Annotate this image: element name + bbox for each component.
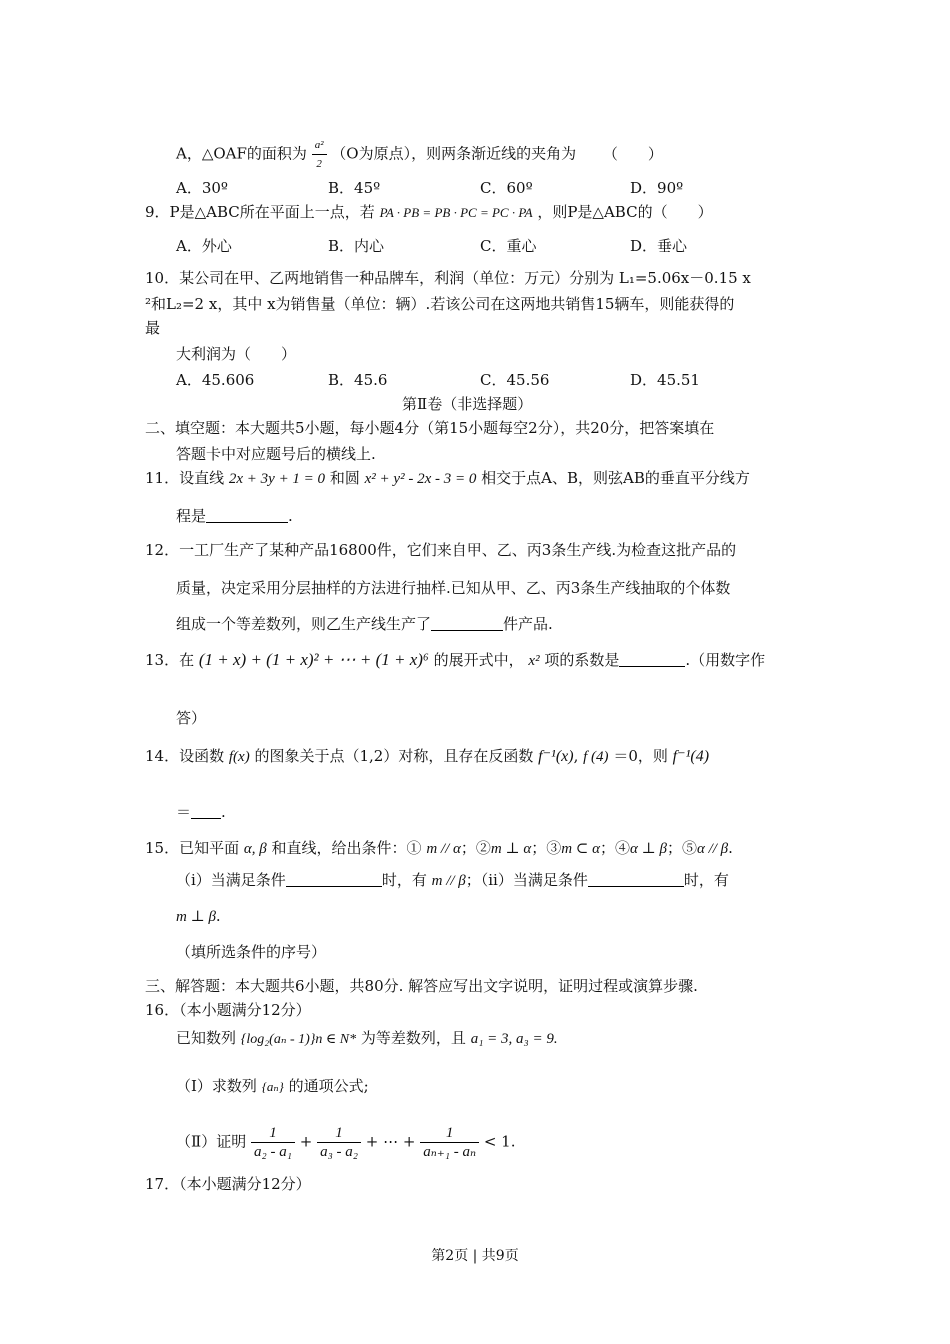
q15-condition-5: α // β <box>696 841 729 857</box>
q9-option-d: D．垂心 <box>630 237 688 255</box>
q15-part1a: （i）当满足条件 <box>176 871 286 889</box>
q15-line2 <box>176 870 729 891</box>
q15-relation-1: m // β <box>431 873 466 889</box>
q16-part1a: （Ⅰ）求数列 <box>176 1077 257 1095</box>
q16-f1-num: 1 <box>251 1124 295 1143</box>
q13-stem <box>145 650 765 671</box>
q8-stem <box>176 136 663 173</box>
section2-title: 第Ⅱ卷（非选择题） <box>402 395 533 413</box>
q13-expression: (1 + x) + (1 + x)² + ⋯ + (1 + x)⁶ <box>198 650 429 669</box>
q15-stem-b: 和直线，给出条件：① <box>271 839 422 857</box>
q16-f1-den: a₂ - a₁ <box>253 1144 292 1160</box>
q12-line2: 质量，决定采用分层抽样的方法进行抽样.已知从甲、乙、丙3条生产线抽取的个体数 <box>176 579 731 597</box>
q16-f2-num: 1 <box>317 1124 361 1143</box>
q13-term: x² <box>528 653 540 669</box>
q10-line4: 大利润为（ ） <box>176 345 297 363</box>
q14-finv: f⁻¹(x) <box>538 748 574 765</box>
q9-stem-a: 9．P是△ABC所在平面上一点，若 <box>145 203 375 221</box>
q12-answer-blank[interactable] <box>431 616 503 631</box>
q14-stem <box>145 746 709 767</box>
q13-answer-blank[interactable] <box>619 652 685 667</box>
q10-option-a: A．45.606 <box>176 371 255 389</box>
q15-answer-blank-2[interactable] <box>588 872 684 887</box>
q14-stem-d: ＝0，则 <box>613 747 668 765</box>
q15-stem: 15．已知平面 α, β 和直线，给出条件：① m // α；②m ⊥ α；③m ⊂ α；④α ⊥ β；⑤α // β. <box>145 839 733 857</box>
q16-part2-label: （Ⅱ）证明 <box>176 1132 247 1151</box>
q15-condition-1: m // α <box>426 841 461 857</box>
q12-line3a: 组成一个等差数列，则乙生产线生产了 <box>176 615 432 633</box>
fill-intro-line2: 答题卡中对应题号后的横线上. <box>176 445 376 463</box>
q12-line1: 12．一工厂生产了某种产品16800件，它们来自甲、乙、丙3条生产线.为检查这批产品的 <box>145 541 737 559</box>
q12-line3b: 件产品 <box>503 615 549 633</box>
q16-seq-a: {aₙ} <box>261 1079 284 1094</box>
q8-option-a: A．30º <box>176 179 228 197</box>
section3-intro: 三、解答题：本大题共6小题，共80分. 解答应写出文字说明，证明过程或演算步骤. <box>145 977 698 995</box>
q15-line3: m ⊥ β. <box>176 907 221 925</box>
q15-answer-blank-1[interactable] <box>286 872 382 887</box>
q16-f3-den: aₙ₊₁ - aₙ <box>423 1144 477 1160</box>
q8-frac-den: 2 <box>316 158 322 170</box>
q16-given: a₁ = 3, a₃ = 9. <box>470 1031 558 1047</box>
q15-part1b: 时，有 <box>381 871 427 889</box>
q10-line1: 10．某公司在甲、乙两地销售一种品牌车，利润（单位：万元）分别为 L₁=5.06x－0.15 x <box>145 269 751 287</box>
q8-option-b: B．45º <box>328 179 381 197</box>
q13-stem-c: 项的系数是 <box>544 651 620 669</box>
q16-f3-num: 1 <box>420 1124 479 1143</box>
q11-stem-c: 相交于点A、B，则弦AB的垂直平分线方 <box>481 469 750 487</box>
q11-answer-label: 程是 <box>176 507 207 525</box>
q17-head: 17．（本小题满分12分） <box>145 1175 311 1193</box>
q16-head: 16．（本小题满分12分） <box>145 1001 311 1019</box>
q14-equals: ＝ <box>176 803 192 821</box>
q14-answer-blank[interactable] <box>191 804 221 819</box>
q9-stem <box>145 202 713 223</box>
q8-option-d: D．90º <box>630 179 684 197</box>
q11-line2: 程是 . <box>176 507 293 525</box>
q8-frac-num: a² <box>312 136 327 155</box>
q9-option-c: C．重心 <box>480 237 537 255</box>
q9-option-a: A．外心 <box>176 237 232 255</box>
q9-option-b: B．内心 <box>328 237 385 255</box>
q16-stem <box>176 1028 558 1050</box>
q16-tail: < 1. <box>483 1132 516 1151</box>
q8-stem-b: （O为原点），则两条渐近线的夹角为 <box>331 144 577 163</box>
q9-vector-equation: PA · PB = PB · PC = PC · PA <box>379 205 533 220</box>
q11-circle-equation: x² + y² - 2x - 3 = 0 <box>364 471 477 487</box>
q15-condition-3: m ⊂ α <box>561 841 600 857</box>
q15-stem-a: 15．已知平面 <box>145 839 240 857</box>
q12-line3: 组成一个等差数列，则乙生产线生产了 件产品. <box>176 615 553 633</box>
q9-stem-b: ，则P是△ABC的（ ） <box>537 203 713 221</box>
q14-stem-a: 14．设函数 <box>145 747 225 765</box>
q16-sequence: {log₂(aₙ - 1)}n ∈ N* <box>240 1032 357 1047</box>
q14-finv4: f⁻¹(4) <box>672 748 710 765</box>
q16-part1 <box>176 1076 369 1097</box>
q8-paren: （ ） <box>602 144 663 163</box>
q10-line2: ²和L₂=2 x，其中 x为销售量（单位：辆）.若该公司在这两地共销售15辆车，则能获得的 <box>145 295 735 313</box>
q16-fraction-3 <box>420 1124 479 1161</box>
q11-stem-a: 11．设直线 <box>145 469 225 487</box>
q16-stem-a: 已知数列 <box>176 1029 237 1047</box>
q15-planes: α, β <box>243 841 267 857</box>
q10-line3: 最 <box>145 319 161 337</box>
q14-stem-b: 的图象关于点（1,2）对称，且存在反函数 <box>254 747 534 765</box>
q15-part2a: ；（ii）当满足条件 <box>465 871 588 889</box>
q15-relation-2: m ⊥ β <box>176 909 216 925</box>
q13-line2: 答） <box>176 709 207 727</box>
page-footer: 第2页 | 共9页 <box>431 1248 519 1264</box>
q13-stem-a: 13．在 <box>145 651 195 669</box>
fill-intro-line1: 二、填空题：本大题共5小题，每小题4分（第15小题每空2分），共20分，把答案填在 <box>145 419 715 437</box>
q15-part2b: 时，有 <box>683 871 729 889</box>
q10-option-c: C．45.56 <box>480 371 550 389</box>
q14-line2: ＝ . <box>176 803 226 821</box>
q16-part1b: 的通项公式; <box>288 1077 369 1095</box>
q16-stem-b: 为等差数列，且 <box>360 1029 466 1047</box>
q11-answer-blank[interactable] <box>206 508 288 523</box>
q14-stem-c: , <box>573 747 579 765</box>
q13-stem-b: 的展开式中， <box>433 651 524 669</box>
q16-f2-den: a₃ - a₂ <box>320 1144 358 1160</box>
q16-part2: （Ⅱ）证明 $\frac{1}{\text{a₂ - a₁}}$ + $\frac{1}{\text{a₃ - a₂}}$ + ⋯ + $\frac{1}{\text{aₙ₊₁ - aₙ}}$ < 1. <box>176 1125 516 1160</box>
q15-condition-2: m ⊥ α <box>490 841 532 857</box>
q10-option-d: D．45.51 <box>630 371 700 389</box>
q15-note: （填所选条件的序号） <box>176 943 327 961</box>
q11-line-equation: 2x + 3y + 1 = 0 <box>228 471 326 487</box>
q13-stem-d: .（用数字作 <box>685 651 766 669</box>
q8-option-c: C．60º <box>480 179 533 197</box>
q8-fraction <box>312 136 327 173</box>
q14-fx: f(x) <box>228 749 250 765</box>
q16-fraction-1 <box>251 1124 295 1161</box>
q16-fraction-2 <box>317 1124 361 1161</box>
q16-dots: + ⋯ + <box>365 1132 416 1151</box>
q8-stem-a: A，△OAF的面积为 <box>176 144 307 163</box>
q14-f4: f (4) <box>583 749 609 765</box>
q10-option-b: B．45.6 <box>328 371 388 389</box>
q11-stem <box>145 468 750 489</box>
q15-condition-4: α ⊥ β <box>630 841 667 857</box>
q11-stem-b: 和圆 <box>329 469 360 487</box>
